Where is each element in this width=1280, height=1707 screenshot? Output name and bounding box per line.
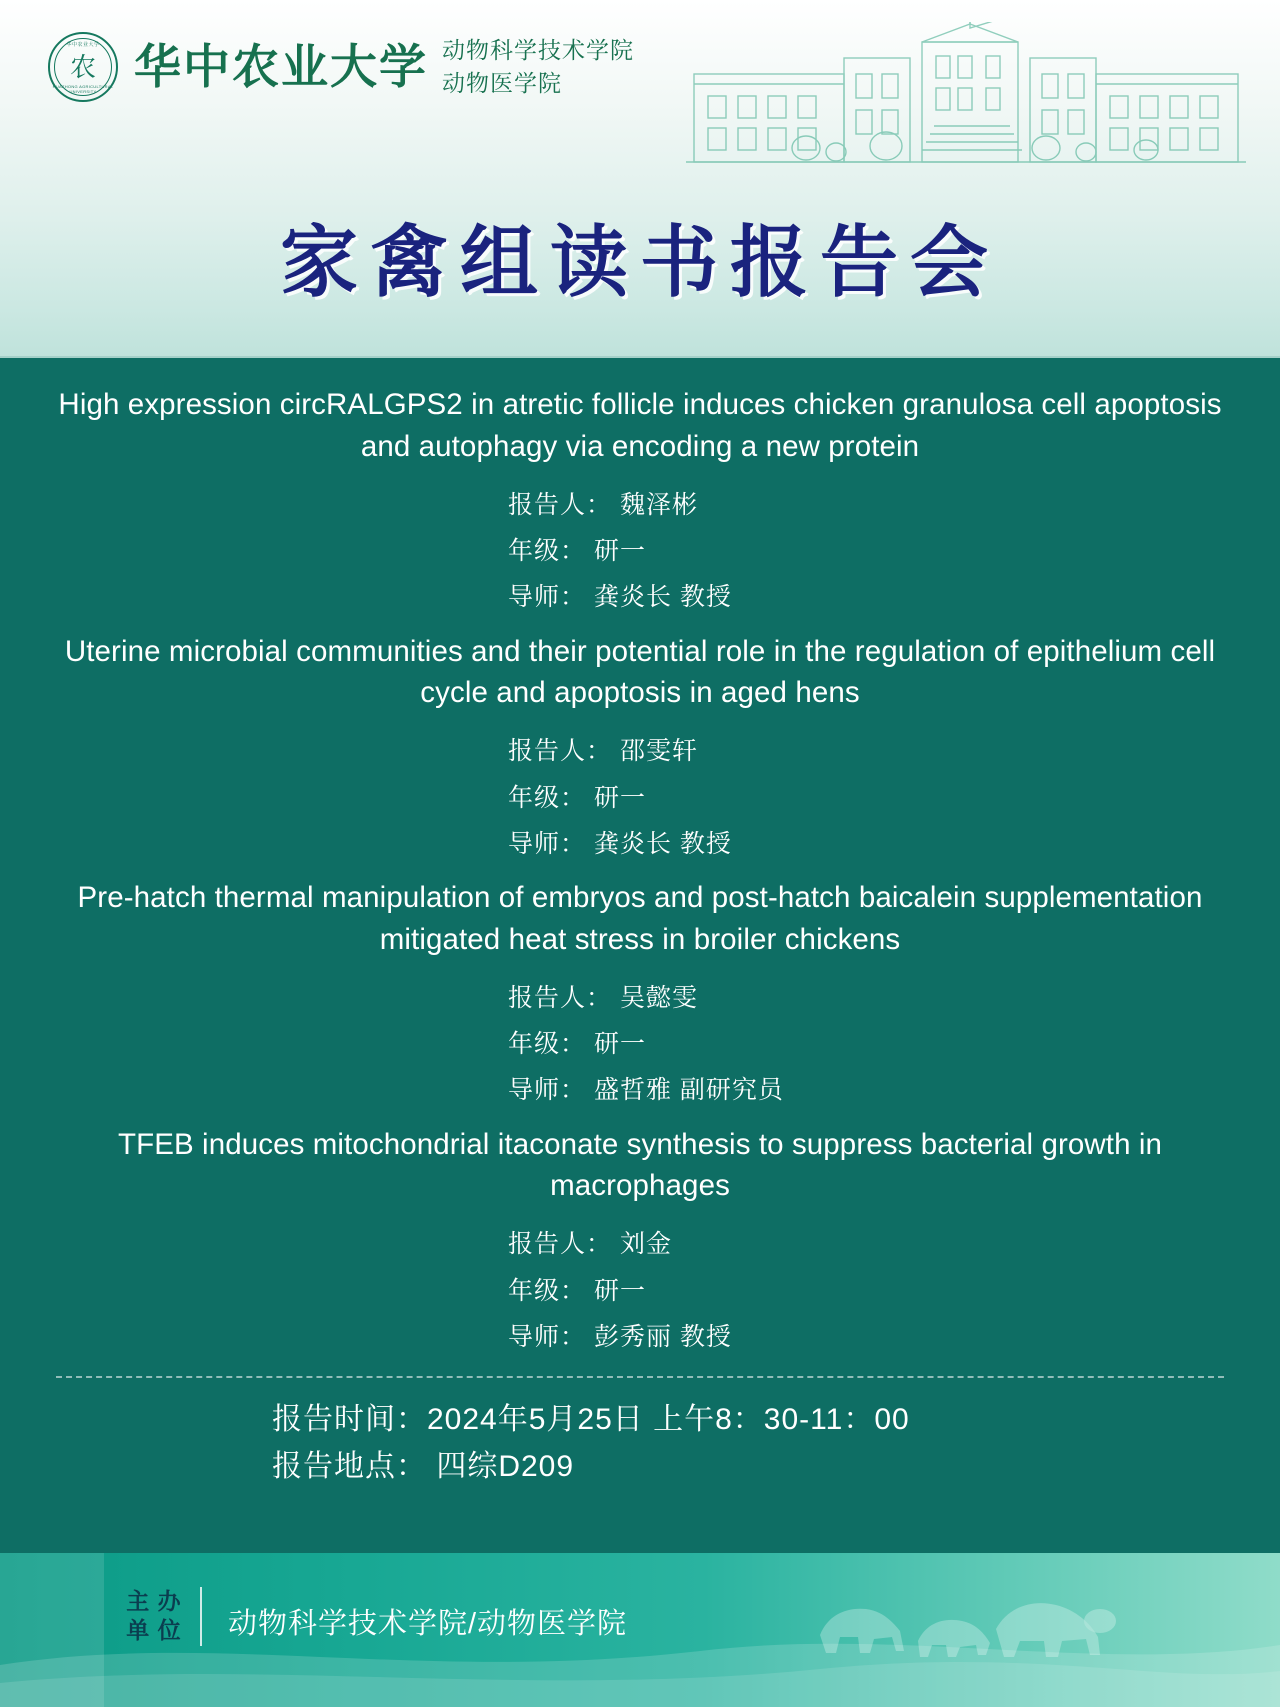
talk-speaker: 报告人： 魏泽彬 (508, 490, 698, 519)
poster-body (0, 358, 1280, 1553)
talk-advisor: 导师： 龚炎长 教授 (508, 583, 732, 612)
talk-title: Uterine microbial communities and their potential role in the regulation of epithelium cell cycle and apoptosis in aged hens (64, 634, 1216, 710)
host-label-line-1: 主 办 (126, 1588, 182, 1614)
footer-left-band (0, 1553, 104, 1707)
talk-advisor: 导师： 龚炎长 教授 (508, 829, 732, 858)
seal-bottom-text: HUAZHONG AGRICULTURAL UNIVERSITY (52, 84, 114, 94)
university-seal-icon (48, 32, 118, 102)
talk-advisor: 导师： 彭秀丽 教授 (508, 1322, 732, 1351)
college-line-2: 动物医学院 (442, 70, 562, 96)
talk-meta (56, 728, 1224, 867)
talk-speaker: 报告人： 刘金 (508, 1230, 672, 1259)
livestock-silhouette-icon (800, 1563, 1130, 1673)
talk-grade: 年级： 研一 (508, 537, 646, 565)
talk-title: High expression circRALGPS2 in atretic follicle induces chicken granulosa cell apoptosis and autophagy via encoding a new protein (58, 388, 1222, 463)
talk-meta (56, 975, 1224, 1114)
talk-grade: 年级： 研一 (508, 1030, 646, 1058)
seal-glyph: 农 (69, 53, 96, 83)
host-organization: 动物科学技术学院/动物医学院 (228, 1608, 628, 1640)
host-label (118, 1587, 202, 1646)
talk-grade: 年级： 研一 (508, 783, 646, 812)
talk-item (0, 877, 1280, 1114)
talk-advisor: 导师： 盛哲雅 副研究员 (508, 1076, 784, 1105)
poster-footer (0, 1553, 1280, 1707)
talk-item (0, 384, 1280, 621)
talk-speaker: 报告人： 邵雯轩 (508, 737, 698, 766)
poster-header (0, 0, 1280, 358)
talk-item (0, 631, 1280, 868)
college-names (442, 34, 634, 99)
talk-title: Pre-hatch thermal manipulation of embryos and post-hatch baicalein supplementation mitigated heat stress in broiler chickens (77, 881, 1203, 956)
event-time: 报告时间：2024年5月25日 上午8：30-11：00 (272, 1403, 910, 1436)
talk-meta (56, 482, 1224, 621)
talk-item (0, 1124, 1280, 1361)
talk-grade: 年级： 研一 (508, 1276, 646, 1305)
page-title: 家禽组读书报告会 (279, 217, 1000, 308)
campus-building-icon (686, 22, 1246, 172)
event-info (0, 1378, 1280, 1491)
university-logo-block (48, 32, 634, 102)
talk-title: TFEB induces mitochondrial itaconate synthesis to suppress bacterial growth in macrophages (117, 1127, 1163, 1203)
host-label-line-2: 单 位 (126, 1617, 182, 1644)
talk-meta (56, 1221, 1224, 1360)
talk-speaker: 报告人： 吴懿雯 (508, 983, 698, 1012)
university-name: 华中农业大学 (134, 39, 428, 95)
event-place: 报告地点： 四综D209 (272, 1450, 575, 1484)
seal-top-text: 华中农业大学 (66, 42, 100, 48)
college-line-1: 动物科学技术学院 (442, 37, 634, 64)
